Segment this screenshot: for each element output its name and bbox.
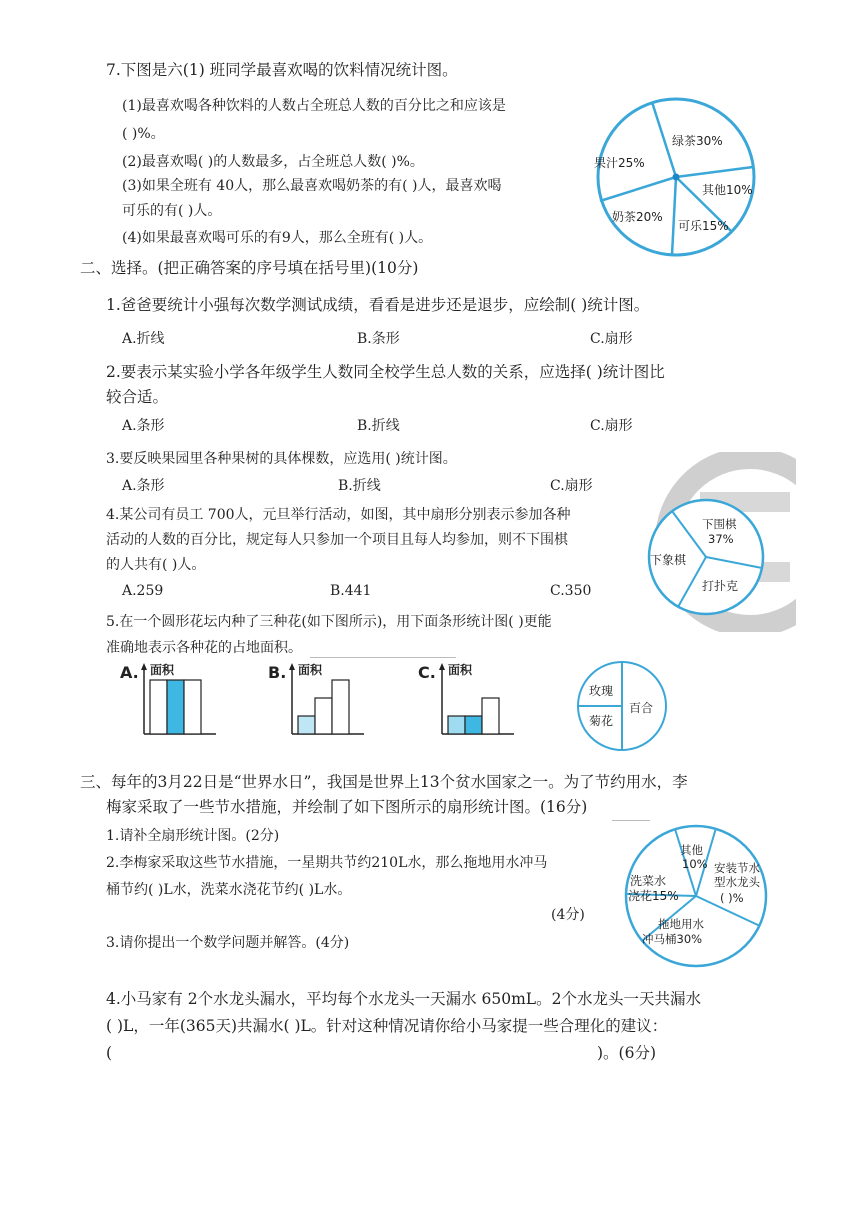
slice-label-xiangqi: 下象棋 (650, 553, 687, 567)
slice-label-tap-b: 型水龙头 (714, 875, 760, 889)
drink-pie-chart (590, 95, 762, 261)
sec2-q2-b: 较合适。 (106, 388, 169, 406)
bar (184, 680, 201, 734)
sec3-q4-c-open: ( (106, 1044, 113, 1062)
sec3-q3: 3.请你提出一个数学问题并解答。(4分) (106, 935, 350, 951)
sec2-q4-c: 的人共有( )人。 (106, 557, 206, 573)
sec2-q4-option-a: A.259 (122, 583, 164, 599)
bar (167, 680, 184, 734)
sec3-heading-a: 三、每年的3月22日是“世界水日”，我国是世界上13个贫水国家之一。为了节约用水，李 (80, 773, 688, 791)
divider-line (310, 657, 456, 658)
sec2-q3: 3.要反映果园里各种果树的具体棵数，应选用( )统计图。 (106, 451, 457, 467)
slice-label-cola: 可乐15% (678, 219, 729, 233)
bar-chart-letter: A. (120, 663, 139, 682)
sec2-q4-a: 4.某公司有员工 700人，元旦举行活动，如图，其中扇形分别表示参加各种 (106, 507, 571, 523)
sec3-q2-a: 2.李梅家采取这些节水措施，一星期共节约210L水，那么拖地用水冲马 (106, 855, 548, 871)
bar-chart-ylabel: 面积 (150, 663, 175, 677)
sec2-q2-option-c: C.扇形 (590, 418, 633, 434)
q7-part1-a: (1)最喜欢喝各种饮料的人数占全班总人数的百分比之和应该是 (122, 98, 506, 114)
slice-label-rose: 玫瑰 (589, 684, 614, 698)
sec3-q2-b: 桶节约( )L水，洗菜水浇花节约( )L水。 (106, 882, 352, 898)
sec2-q4-b: 活动的人数的百分比，规定每人只参加一个项目且每人均参加，则不下围棋 (106, 532, 568, 548)
slice-label-mop: 拖地用水 (658, 917, 704, 931)
bar (315, 698, 332, 734)
bar (448, 716, 465, 734)
slice-label-veg-b: 浇花15% (628, 889, 679, 903)
sec2-q1-option-b: B.条形 (357, 331, 400, 347)
slice-label-lily: 百合 (629, 701, 654, 715)
bar-chart-letter: B. (268, 663, 287, 682)
activity-pie-chart (644, 496, 770, 618)
sec2-q4-option-b: B.441 (330, 583, 372, 599)
slice-label-green-tea: 绿茶30% (672, 134, 723, 148)
slice-label-other: 其他 (680, 843, 703, 857)
drink-pie-center (673, 174, 680, 181)
sec2-q3-option-c: C.扇形 (550, 478, 593, 494)
bar (150, 680, 167, 734)
sec2-q3-option-b: B.折线 (338, 478, 381, 494)
bar-chart-letter: C. (418, 663, 436, 682)
sec2-q1: 1.爸爸要统计小强每次数学测试成绩，看看是进步还是退步，应绘制( )统计图。 (106, 296, 650, 314)
water-pie-chart (618, 822, 774, 970)
bar (465, 716, 482, 734)
sec3-q4-a: 4.小马家有 2个水龙头漏水，平均每个水龙头一天漏水 650mL。2个水龙头一天共漏水 (106, 990, 701, 1008)
sec2-q5-a: 5.在一个圆形花坛内种了三种花(如下图所示)，用下面条形统计图( )更能 (106, 614, 552, 630)
sec3-q2-score: (4分) (551, 907, 585, 923)
bar (482, 698, 499, 734)
slice-label-mop-b: 冲马桶30% (642, 932, 703, 946)
slice-label-tap-blank: ( )% (720, 891, 744, 905)
q5-bar-charts (120, 660, 560, 740)
slice-label-juice: 果汁25% (594, 156, 645, 170)
slice-label-tap: 安装节水 (714, 861, 760, 875)
bar (332, 680, 349, 734)
sec3-q4-b: ( )L，一年(365天)共漏水( )L。针对这种情况请你给小马家提一些合理化的建议： (106, 1017, 668, 1035)
q7-title: 7.下图是六(1) 班同学最喜欢喝的饮料情况统计图。 (106, 61, 458, 79)
q7-part3-b: 可乐的有( )人。 (122, 203, 222, 219)
sec2-q2-option-b: B.折线 (357, 418, 400, 434)
bar (298, 716, 315, 734)
sec2-q2-option-a: A.条形 (122, 418, 165, 434)
slice-label-weiqi-pct: 37% (708, 532, 734, 546)
q7-part2: (2)最喜欢喝( )的人数最多，占全班总人数( )%。 (122, 154, 424, 170)
bar-chart-ylabel: 面积 (298, 663, 323, 677)
sec2-q3-option-a: A.条形 (122, 478, 165, 494)
bar-chart-ylabel: 面积 (448, 663, 473, 677)
q7-part3-a: (3)如果全班有 40人，那么最喜欢喝奶茶的有( )人，最喜欢喝 (122, 178, 502, 194)
slice-label-other: 其他10% (702, 183, 753, 197)
q7-part4: (4)如果最喜欢喝可乐的有9人，那么全班有( )人。 (122, 230, 433, 246)
sec2-q2-a: 2.要表示某实验小学各年级学生人数同全校学生总人数的关系，应选择( )统计图比 (106, 363, 665, 381)
divider-line (612, 820, 650, 821)
sec2-q5-b: 准确地表示各种花的占地面积。 (106, 640, 302, 656)
axis-arrow-icon (289, 663, 295, 670)
q7-part1-b: ( )%。 (122, 126, 165, 142)
sec2-heading: 二、选择。(把正确答案的序号填在括号里)(10分) (80, 259, 419, 277)
flower-pie-chart (567, 660, 677, 752)
slice-label-veg: 洗菜水 (630, 874, 667, 888)
sec2-q4-option-c: C.350 (550, 583, 592, 599)
slice-label-other-pct: 10% (682, 857, 708, 871)
slice-label-chrysanthemum: 菊花 (589, 714, 614, 728)
sec2-q1-option-c: C.扇形 (590, 331, 633, 347)
slice-label-weiqi: 下围棋 (702, 517, 737, 531)
slice-label-puke: 打扑克 (702, 579, 739, 593)
slice-label-milk-tea: 奶茶20% (612, 210, 663, 224)
axis-arrow-icon (141, 663, 147, 670)
sec3-q4-c-close: )。(6分) (597, 1044, 657, 1062)
sec2-q1-option-a: A.折线 (122, 331, 165, 347)
sec3-q1: 1.请补全扇形统计图。(2分) (106, 828, 280, 844)
axis-arrow-icon (439, 663, 445, 670)
sec3-heading-b: 梅家采取了一些节水措施，并绘制了如下图所示的扇形统计图。(16分) (106, 798, 588, 816)
